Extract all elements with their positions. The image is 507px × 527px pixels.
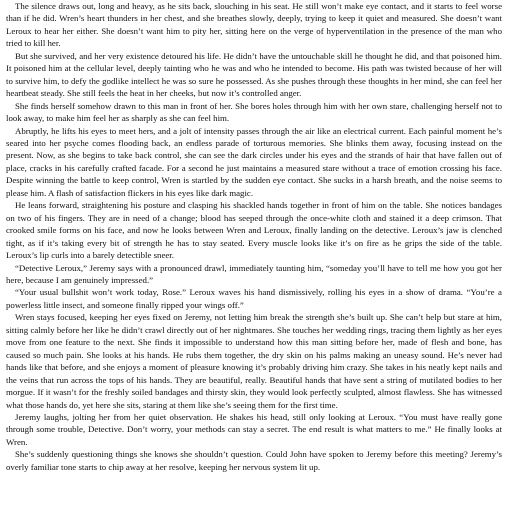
paragraph: The silence draws out, long and heavy, as he sits back, slouching in his seat. He still won’t make eye contact, and it starts to feel worse than if he did. Wren’s heart thunders in her chest, and she breathes slowly, deeply, trying to keep it quiet and measured. She doesn’t want Leroux to hear her either. She doesn’t want him to pity her, sitting here on the verge of hyperventilation in the presence of the man who tried to kill her.: [6, 1, 502, 49]
paragraph: He leans forward, straightening his posture and clasping his shackled hands together in front of him on the table. She notices bandages on two of his fingers. They are in need of a change; blood has seeped through the once-white cloth and stained it a deep crimson. That crooked smile forms on his face, and now he looks between Wren and Leroux, finally landing on the detective. Leroux’s jaw is clenched tight, as if it’s taking every bit of strength he has to stay seated. Every muscle looks like it’s on fire as he grips the side of the table. Leroux’s lip curls into a barely detectible sneer.: [6, 200, 502, 261]
paragraph: Wren stays focused, keeping her eyes fixed on Jeremy, not letting him break the strength she’s built up. She can’t help but stare at him, sitting calmly before her like he didn’t crawl directly out of her nightmares. She touches her wedding rings, tracing them lightly as her eyes move from one feature to the next. She finds it impossible to understand how this man sitting before her, made of flesh and bone, has caused so much pain. She looks at his hands. He rubs them together, the dry skin on his palms making an uneasy sound. He’s never had hands like that before, and she enjoys a moment of pleasure knowing it’s probably driving him crazy. She takes in his neatly kept nails and the veins that run across the tops of his hands. They are beautiful, really. Beautiful hands that have sent a string of mutilated bodies to her morgue. If it wasn’t for the freshly soiled bandages and thirsty skin, they would look perfectly sculpted, almost flawless. She has witnessed what those hands do, yet here she sits, staring at them like she’s seeing them for the first time.: [6, 312, 502, 410]
story-page: [6, 0, 502, 473]
paragraph: She’s suddenly questioning things she knows she shouldn’t question. Could John have spoken to Jeremy before this meeting? Jeremy’s overly familiar tone starts to chip away at her resolve, keeping her nervous system lit up.: [6, 449, 502, 472]
paragraph: Abruptly, he lifts his eyes to meet hers, and a jolt of intensity passes through the air like an electrical current. Each painful moment he’s seared into her psyche comes flooding back, an endless parade of torturous memories. She blinks them away, focusing instead on the present. Now, as she begins to take back control, she can see the dark circles under his eyes and the strands of hair that have fallen out of place, cracks in his carefully crafted facade. For a second he just maintains a measured stare without a trace of emotion crossing his face. Despite winning the battle to keep control, Wren is startled by the sudden eye contact. She sucks in a harsh breath, and the noise seems to please him. A flash of satisfaction flickers in his eyes like dark magic.: [6, 125, 502, 198]
paragraph: “Detective Leroux,” Jeremy says with a pronounced drawl, immediately taunting him, “someday you’ll have to tell me how you got her here, because I am genuinely impressed.”: [6, 262, 502, 285]
paragraph: But she survived, and her very existence detoured his life. He didn’t have the untouchable skill he thought he did, and that poisoned him. It poisoned him at the cellular level, deeply tainting who he was and who he intended to become. His path was twisted because of her will to survive him, to defy the godlike intellect he was so sure he possessed. As she pushes through these thoughts in her mind, she can feel her heartbeat steady. She still feels the heat in her cheeks, but now it’s controlled anger.: [6, 50, 502, 99]
paragraph: She finds herself somehow drawn to this man in front of her. She bores holes through him with her own stare, challenging herself not to look away, to make him feel her as sharply as she can feel him.: [6, 100, 502, 124]
paragraph: “Your usual bullshit won’t work today, Rose.” Leroux waves his hand dismissively, rolling his eyes in a show of drama. “You’re a powerless little insect, and someone finally ripped your wings off.”: [6, 287, 502, 310]
paragraph: Jeremy laughs, jolting her from her quiet observation. He shakes his head, still only looking at Leroux. “You must have really gone through some trouble, Detective. Don’t worry, your methods can stay a secret. The end result is what matters to me.” He finally looks at Wren.: [6, 411, 502, 447]
